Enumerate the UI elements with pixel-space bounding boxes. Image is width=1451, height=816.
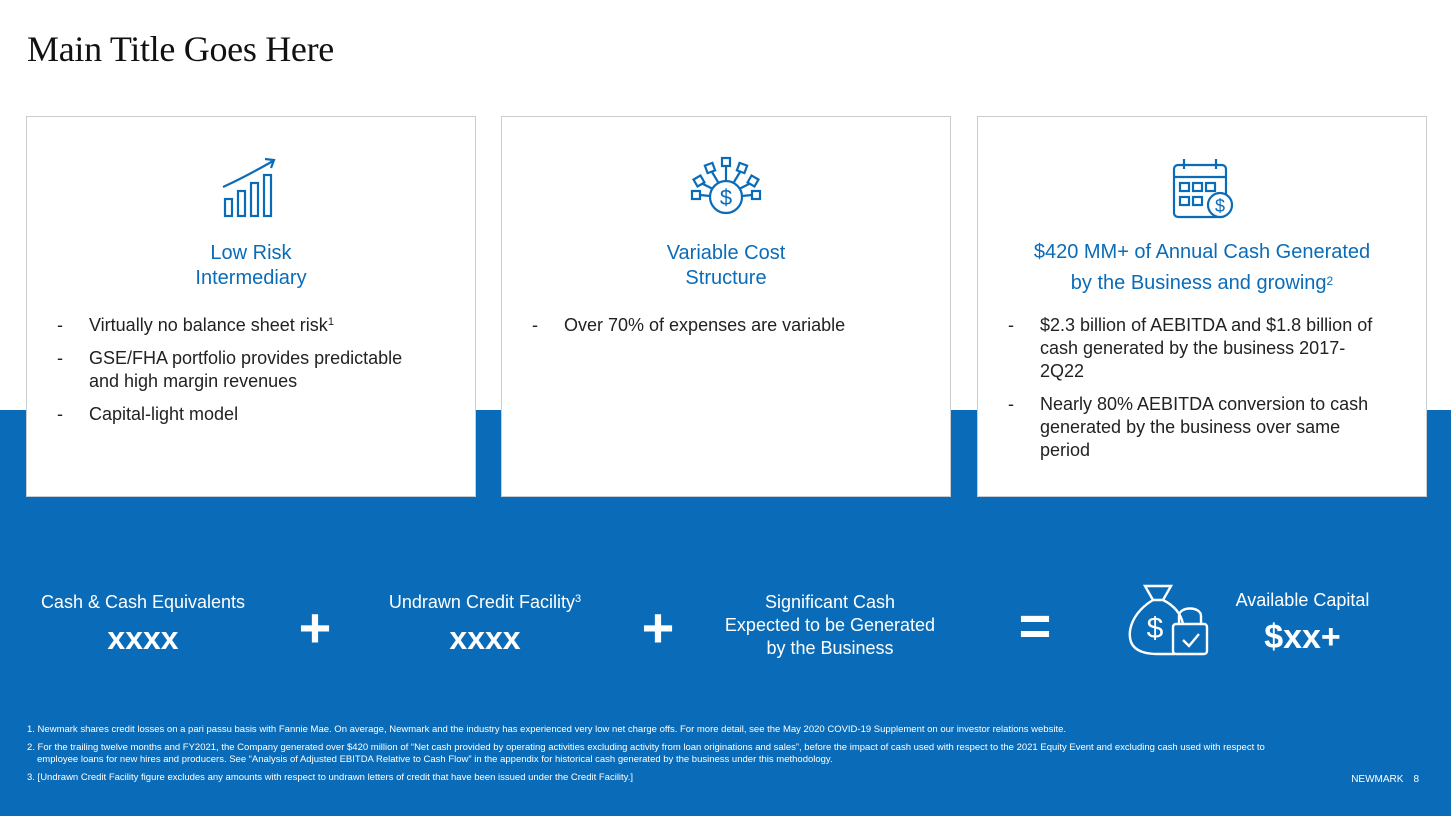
list-item (57, 314, 435, 337)
page-number: 8 (1413, 774, 1419, 785)
bullet-text: $2.3 billion of AEBITDA and $1.8 billion of cash generated by the business 2017-2Q22 (1040, 315, 1373, 381)
footnote-ref: 3 (574, 593, 582, 605)
brand-footer (1351, 774, 1419, 785)
heading-line: $420 MM+ of Annual Cash Generated (1033, 241, 1371, 263)
bullet-text: Virtually no balance sheet risk (89, 315, 328, 335)
available-capital-value: $xx+ (1264, 618, 1341, 656)
credit-facility-value: xxxx (449, 620, 521, 656)
card-heading (978, 237, 1426, 299)
footnote-ref: 2 (1326, 274, 1334, 288)
bullet-text: Capital-light model (89, 404, 239, 424)
svg-text:$: $ (1214, 196, 1226, 216)
list-item (1008, 314, 1386, 383)
equals-sign: = (1018, 594, 1052, 657)
footnote: 1. Newmark shares credit losses on a pari passu basis with Fannie Mae. On average, Newmark and the industry has experienced very low net charge offs. For more detail, see the May 2020 COVID-19 Supplement on our investor relations website. (27, 724, 1067, 735)
footnote-ref: 1 (327, 316, 334, 328)
bullet-list (57, 314, 435, 436)
svg-text:$: $ (1146, 612, 1164, 645)
available-capital-label: Available Capital (1235, 590, 1370, 610)
footnote: 2. For the trailing twelve months and FY2021, the Company generated over $420 million of “Net cash provided by operating activities excluding activity from loan originations and sales”, before the impact of cash used with respect to the 2021 Equity Event and excluding cash used with respect to employee loans for new hires and producers. See “Analysis of Adjusted EBITDA Relative to Cash Flow” in the appendix for historical cash generated by the business under this methodology. (27, 742, 1265, 765)
heading-line: Structure (685, 267, 767, 289)
bullet-dash: - (1008, 315, 1014, 335)
footnotes (27, 724, 1267, 790)
bar-chart-growth-icon (215, 155, 287, 223)
plus-sign: + (298, 596, 332, 659)
card-cash-generated (977, 116, 1427, 497)
card-heading (27, 241, 475, 291)
heading-line: Low Risk (210, 242, 292, 264)
card-heading (502, 241, 950, 291)
heading-text: by the Business and growing (1070, 272, 1327, 294)
svg-text:$: $ (719, 185, 733, 210)
dollar-network-icon (690, 155, 762, 223)
heading-line: Variable Cost (666, 242, 786, 264)
list-item (532, 314, 910, 337)
credit-facility-text: Undrawn Credit Facility (388, 592, 575, 612)
heading-line (978, 268, 1426, 299)
plus-sign: + (641, 596, 675, 659)
bullet-dash: - (57, 348, 63, 368)
significant-cash-label (710, 591, 950, 660)
bullet-dash: - (1008, 394, 1014, 414)
calendar-dollar-icon (1166, 155, 1238, 223)
page-title: Main Title Goes Here (27, 29, 334, 69)
cash-equivalents-label: Cash & Cash Equivalents (40, 592, 246, 612)
list-item (57, 403, 435, 426)
card-variable-cost (501, 116, 951, 497)
bullet-text: Nearly 80% AEBITDA conversion to cash generated by the business over same period (1040, 394, 1369, 460)
money-bag-lock-icon (1123, 578, 1213, 660)
list-item (57, 347, 435, 393)
list-item (1008, 393, 1386, 462)
card-low-risk (26, 116, 476, 497)
label-line: by the Business (766, 638, 894, 658)
cash-equivalents-value: xxxx (107, 620, 179, 656)
credit-facility-label (370, 591, 600, 614)
bullet-list (1008, 314, 1386, 472)
label-line: Expected to be Generated (724, 615, 936, 635)
bullet-dash: - (57, 404, 63, 424)
bullet-dash: - (57, 315, 63, 335)
bullet-text: Over 70% of expenses are variable (564, 315, 846, 335)
label-line: Significant Cash (764, 592, 896, 612)
brand-name: NEWMARK (1351, 774, 1404, 785)
bullet-text: GSE/FHA portfolio provides predictable and high margin revenues (89, 348, 403, 391)
heading-line: Intermediary (195, 267, 307, 289)
bullet-dash: - (532, 315, 538, 335)
footnote: 3. [Undrawn Credit Facility figure excludes any amounts with respect to undrawn letters of credit that have been issued under the Credit Facility.] (27, 772, 634, 783)
bullet-list (532, 314, 910, 347)
